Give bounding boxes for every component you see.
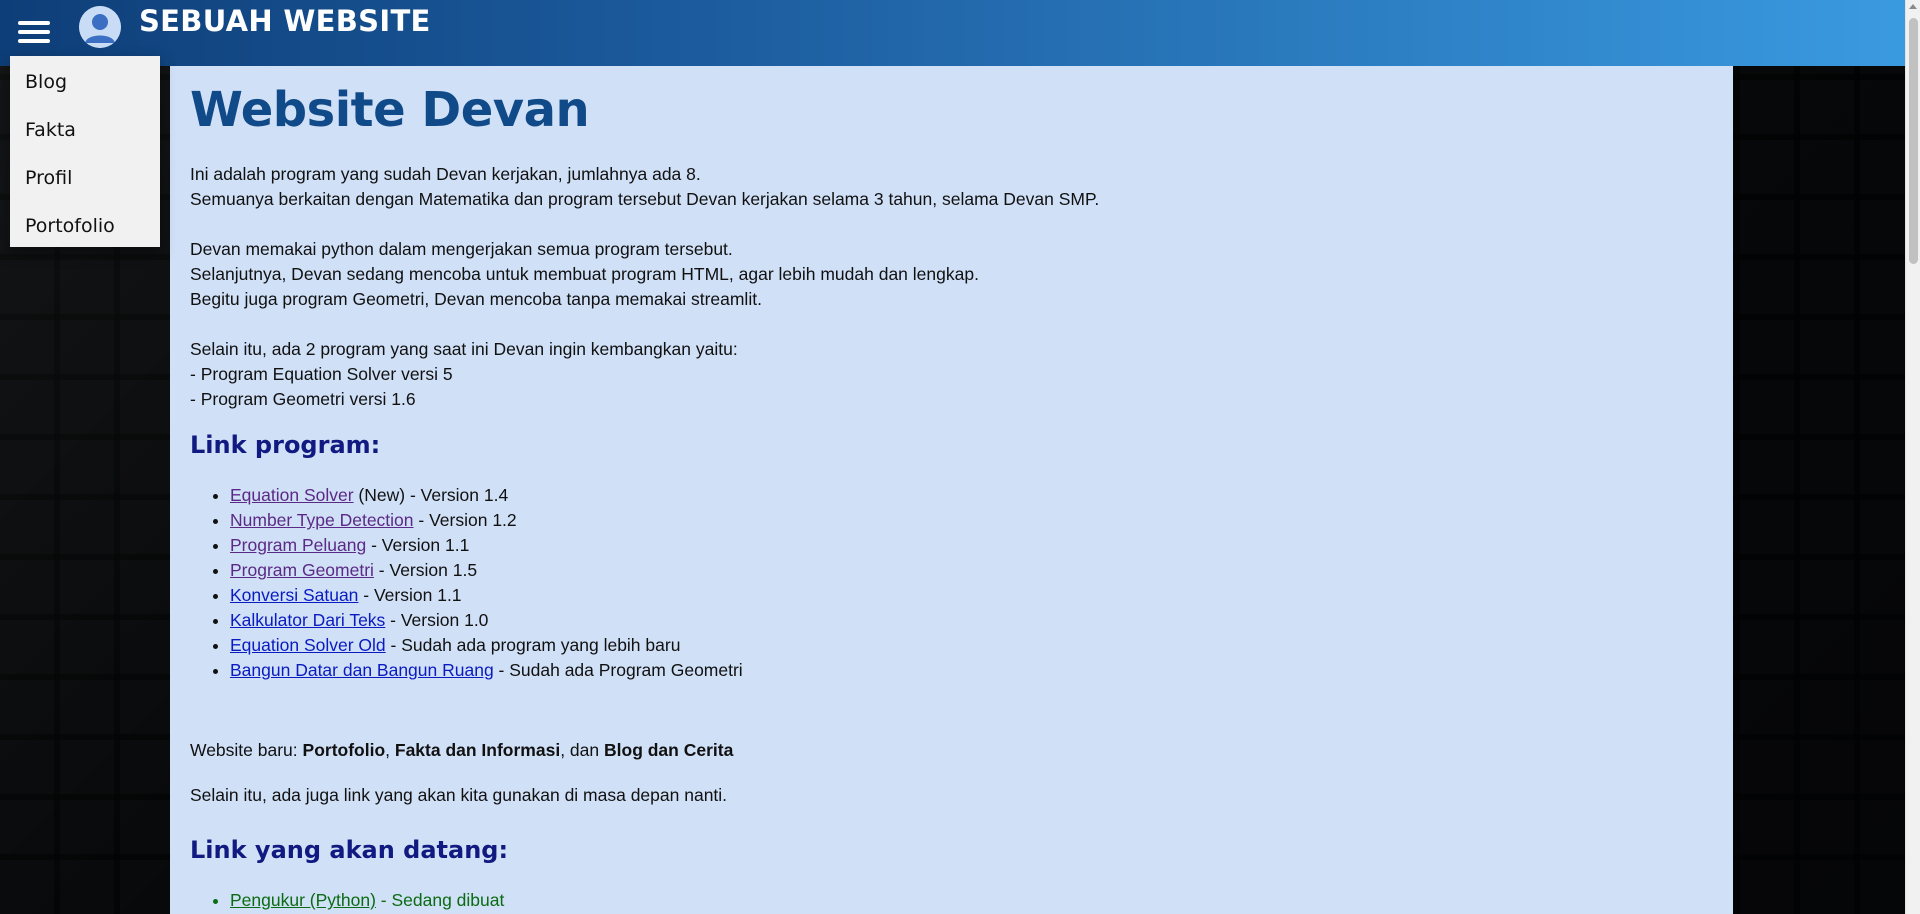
new-website-line bbox=[190, 738, 1713, 763]
new-website-fakta: Fakta dan Informasi bbox=[394, 740, 561, 761]
link-program-heading: Link program: bbox=[190, 431, 381, 460]
plans-line: Selain itu, ada 2 program yang saat ini Devan ingin kembangkan yaitu: bbox=[190, 339, 738, 360]
future-links-text: Selain itu, ada juga link yang akan kita gunakan di masa depan nanti. bbox=[190, 785, 728, 806]
site-title: SEBUAH WEBSITE bbox=[139, 4, 431, 38]
menu-item-fakta[interactable]: Fakta bbox=[25, 119, 76, 141]
program-version: - Sudah ada Program Geometri bbox=[493, 660, 743, 681]
program-version: (New) - Version 1.4 bbox=[353, 485, 509, 506]
program-list-item bbox=[230, 508, 1713, 533]
program-link-konversi-satuan[interactable]: Konversi Satuan bbox=[230, 585, 359, 606]
new-website-prefix: Website baru: bbox=[190, 740, 303, 761]
program-link-bangun-datar-ruang[interactable]: Bangun Datar dan Bangun Ruang bbox=[230, 660, 494, 681]
program-version: - Version 1.0 bbox=[385, 610, 489, 631]
menu-item-profil[interactable]: Profil bbox=[25, 167, 73, 189]
new-website-blog: Blog dan Cerita bbox=[604, 740, 734, 761]
upcoming-list bbox=[190, 888, 1713, 913]
plans-line: - Program Geometri versi 1.6 bbox=[190, 389, 416, 410]
scroll-up-arrow-icon[interactable] bbox=[1909, 4, 1917, 9]
scroll-thumb[interactable] bbox=[1909, 18, 1918, 264]
upcoming-links-heading: Link yang akan datang: bbox=[190, 836, 509, 865]
plans-line: - Program Equation Solver versi 5 bbox=[190, 364, 453, 385]
program-version: - Version 1.5 bbox=[373, 560, 478, 581]
program-link-kalkulator-dari-teks[interactable]: Kalkulator Dari Teks bbox=[230, 610, 386, 631]
program-list-item bbox=[230, 633, 1713, 658]
program-link-number-type-detection[interactable]: Number Type Detection bbox=[230, 510, 414, 531]
intro-line: Semuanya berkaitan dengan Matematika dan program tersebut Devan kerjakan selama 3 tahun, selama Devan SMP. bbox=[190, 189, 1100, 210]
nav-dropdown-menu bbox=[10, 56, 160, 247]
program-list-item bbox=[230, 608, 1713, 633]
intro-paragraph bbox=[190, 162, 1713, 212]
python-line: Selanjutnya, Devan sedang mencoba untuk membuat program HTML, agar lebih mudah dan lengkap. bbox=[190, 264, 979, 285]
menu-icon-bar bbox=[18, 30, 50, 34]
program-list-item bbox=[230, 583, 1713, 608]
separator: , dan bbox=[560, 740, 604, 761]
program-version: - Sudah ada program yang lebih baru bbox=[385, 635, 681, 656]
menu-item-blog[interactable]: Blog bbox=[25, 71, 67, 93]
program-list-item bbox=[230, 483, 1713, 508]
menu-item-portofolio[interactable]: Portofolio bbox=[25, 215, 115, 237]
plans-paragraph bbox=[190, 337, 1713, 412]
upcoming-list-item bbox=[230, 888, 1713, 913]
program-list-item bbox=[230, 658, 1713, 683]
menu-icon[interactable] bbox=[18, 21, 50, 43]
program-list-item bbox=[230, 558, 1713, 583]
program-list-item bbox=[230, 533, 1713, 558]
program-list bbox=[190, 483, 1713, 683]
intro-line: Ini adalah program yang sudah Devan kerjakan, jumlahnya ada 8. bbox=[190, 164, 701, 185]
python-line: Begitu juga program Geometri, Devan mencoba tanpa memakai streamlit. bbox=[190, 289, 762, 310]
program-version: - Version 1.2 bbox=[413, 510, 517, 531]
new-website-portofolio: Portofolio bbox=[302, 740, 386, 761]
menu-icon-bar bbox=[18, 39, 50, 43]
vertical-scrollbar[interactable] bbox=[1905, 0, 1920, 914]
page-title: Website Devan bbox=[190, 82, 590, 138]
main-content bbox=[170, 66, 1733, 914]
upcoming-link-pengukur[interactable]: Pengukur (Python) bbox=[230, 890, 376, 911]
menu-icon-bar bbox=[18, 21, 50, 25]
program-version: - Version 1.1 bbox=[366, 535, 470, 556]
python-paragraph bbox=[190, 237, 1713, 312]
program-link-equation-solver[interactable]: Equation Solver bbox=[230, 485, 354, 506]
top-navbar bbox=[0, 0, 1905, 66]
separator: , bbox=[385, 740, 395, 761]
program-link-program-peluang[interactable]: Program Peluang bbox=[230, 535, 367, 556]
program-link-program-geometri[interactable]: Program Geometri bbox=[230, 560, 374, 581]
user-avatar-icon[interactable] bbox=[79, 6, 121, 48]
program-version: - Version 1.1 bbox=[358, 585, 462, 606]
program-link-equation-solver-old[interactable]: Equation Solver Old bbox=[230, 635, 386, 656]
python-line: Devan memakai python dalam mengerjakan semua program tersebut. bbox=[190, 239, 733, 260]
upcoming-status: - Sedang dibuat bbox=[375, 890, 505, 911]
